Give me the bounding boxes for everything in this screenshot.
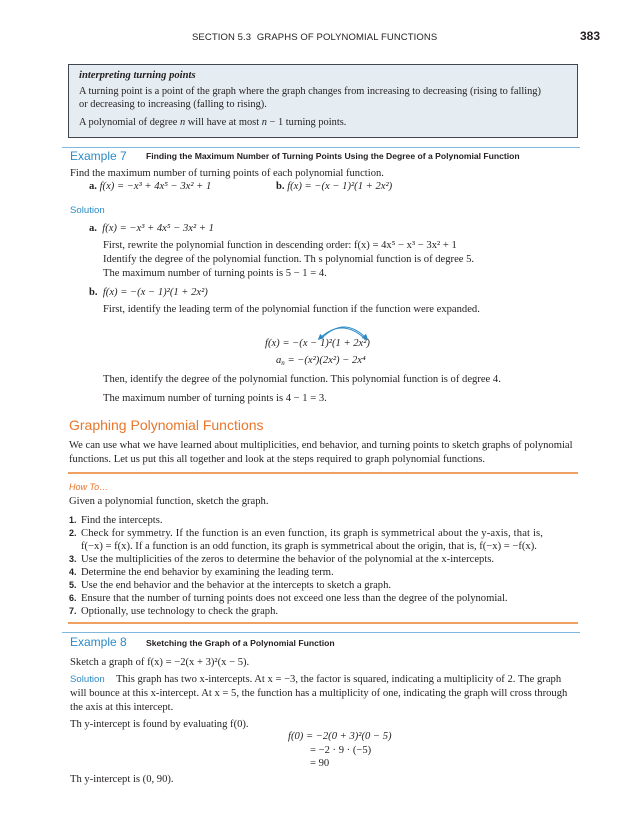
y-intercept-result: Th y-intercept is (0, 90).: [70, 774, 174, 785]
example-7-title: Finding the Maximum Number of Turning Points Using the Degree of a Polynomial Function: [146, 151, 520, 161]
howto-bottom-rule: [68, 622, 578, 624]
howto-step: 6. Ensure that the number of turning points does not exceed one less than the degree of the polynomial.: [69, 593, 508, 604]
solution-b-equation-2: $a_n = -(x^2)(2x^2) - 2x^4$: [276, 355, 366, 367]
solution-a-heading: a. f(x) = −x³ + 4x⁵ − 3x² + 1: [89, 223, 214, 234]
section-paragraph-line-2: functions. Let us put this all together and look at the steps required to graph polynomial functions.: [69, 454, 486, 465]
solution-b-line-3: The maximum number of turning points is 4 − 1 = 3.: [103, 393, 327, 404]
solution-a-line-2: Identify the degree of the polynomial function. Th s polynomial function is of degree 5.: [103, 254, 475, 265]
example-8-solution-line-1: This graph has two x-intercepts. At x = −3, the factor is squared, indicating a multiplicity of 2. The graph: [116, 674, 562, 685]
definition-box: [68, 64, 578, 138]
definition-title: interpreting turning points: [79, 70, 196, 81]
calc-step-3: = 90: [310, 758, 330, 769]
calc-step-1: f(0) = −2(0 + 3)²(0 − 5): [288, 731, 392, 742]
example-7-label: Example 7: [70, 149, 127, 163]
example-8-title: Sketching the Graph of a Polynomial Function: [146, 638, 335, 648]
howto-step: 1. Find the intercepts.: [69, 515, 163, 526]
section-paragraph-line-1: We can use what we have learned about multiplicities, end behavior, and turning points to sketch graphs of polynomial: [69, 440, 573, 451]
definition-line-1: A turning point is a point of the graph where the graph changes from increasing to decreasing (rising to falling): [79, 86, 541, 97]
y-intercept-line: Th y-intercept is found by evaluating f(0).: [70, 719, 249, 730]
solution-b-equation-1: f(x) = −(x − 1)²(1 + 2x²): [265, 338, 370, 349]
example-7-part-b: b. f(x) = −(x − 1)²(1 + 2x²): [276, 181, 393, 192]
section-heading: Graphing Polynomial Functions: [69, 417, 264, 433]
howto-label: How To…: [69, 482, 109, 492]
howto-step: 5. Use the end behavior and the behavior at the intercepts to sketch a graph.: [69, 580, 392, 591]
section-title: GRAPHS OF POLYNOMIAL FUNCTIONS: [256, 32, 438, 43]
running-header: [192, 32, 437, 43]
howto-steps: [69, 514, 579, 618]
howto-step: f(−x) = f(x). If a function is an odd function, its graph is symmetrical about the origin, that is, f(−x) = −f(x).: [81, 541, 537, 552]
howto-step: 7. Optionally, use technology to check the graph.: [69, 606, 279, 617]
example-8-solution-line-3: the axis at this intercept.: [70, 702, 174, 713]
solution-label-7: Solution: [70, 205, 105, 216]
solution-label-8: Solution: [70, 674, 105, 685]
example-7-rule: [62, 147, 580, 148]
solution-a-line-3: The maximum number of turning points is 5 − 1 = 4.: [103, 268, 327, 279]
solution-b-line-2: Then, identify the degree of the polynomial function. This polynomial function is of degree 4.: [103, 374, 501, 385]
calc-step-2: = −2 · 9 · (−5): [310, 745, 372, 756]
example-7-prompt: Find the maximum number of turning points of each polynomial function.: [70, 168, 384, 179]
howto-intro: Given a polynomial function, sketch the graph.: [69, 496, 269, 507]
example-8-label: Example 8: [70, 635, 127, 649]
example-8-prompt: Sketch a graph of f(x) = −2(x + 3)²(x − 5).: [70, 657, 250, 668]
howto-step: 3. Use the multiplicities of the zeros to determine the behavior of the polynomial at the x-intercepts.: [69, 554, 495, 565]
example-7-part-a: a. f(x) = −x³ + 4x⁵ − 3x² + 1: [89, 181, 212, 192]
definition-line-3: A polynomial of degree n will have at most n − 1 turning points.: [79, 117, 347, 128]
howto-step: 2. Check for symmetry. If the function is an even function, its graph is symmetrical about the y-axis, that is,: [69, 528, 544, 539]
example-8-rule: [62, 632, 580, 633]
example-8-solution-line-2: will bounce at this x-intercept. At x = 5, the function has a multiplicity of one, indicating the graph will cross through: [70, 688, 568, 699]
definition-line-2: or decreasing to increasing (falling to rising).: [79, 99, 267, 110]
solution-b-line-1: First, identify the leading term of the polynomial function if the function were expanded.: [103, 304, 480, 315]
page-number: 383: [580, 29, 601, 43]
section-label: SECTION 5.3: [192, 32, 252, 43]
howto-step: 4. Determine the end behavior by examining the leading term.: [69, 567, 334, 578]
howto-top-rule: [68, 472, 578, 474]
solution-a-line-1: First, rewrite the polynomial function in descending order: f(x) = 4x⁵ − x³ − 3x² + 1: [103, 240, 457, 251]
solution-b-heading: b. f(x) = −(x − 1)²(1 + 2x²): [89, 287, 208, 298]
